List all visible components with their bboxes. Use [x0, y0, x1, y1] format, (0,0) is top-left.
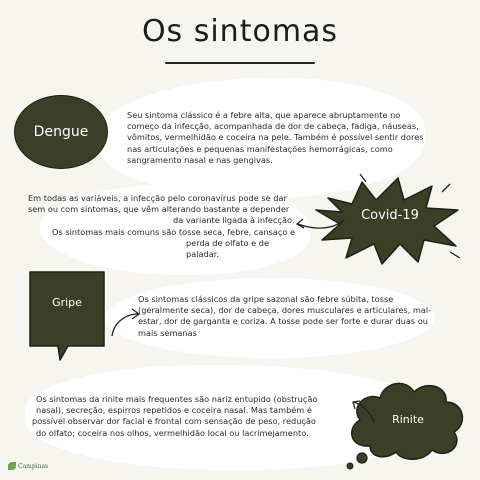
covid-text-line: sem ou com sintomas, que vêm alterando bastante a depender: [28, 204, 290, 215]
rinite-text-line: nasal), secreção, espirros repetidos e coceira nasal. Mas também é: [36, 405, 312, 416]
logo-leaf-icon: [8, 462, 16, 470]
campinas-logo: [8, 462, 48, 470]
rinite-arrow-icon: [348, 396, 378, 426]
gripe-arrow-icon: [108, 300, 142, 340]
gripe-bubble-icon: [26, 268, 110, 364]
rinite-text-line: Os sintomas da rinite mais frequentes são nariz entupido (obstrução: [36, 394, 318, 404]
gripe-text: Os sintomas clássicos da gripe sazonal são febre súbita, tosse (geralmente seca), dor de cabeça, dores musculares e articulares, mal-estar, dor de garganta e coriza. A tosse pode ser forte e durar duas ou mais semanas: [138, 294, 432, 338]
covid-text: [28, 193, 298, 260]
title-underline: [165, 62, 315, 64]
dengue-text: Seu sintoma clássico é a febre alta, que aparece abruptamente no começo da infecção, acompanhada de dor de cabeça, fadiga, náuseas, vômitos, vermelhidão e coceira na pele. Também é possível sentir dores nas articulações e pequenas manifestações hemorrágicas, como sangramento nasal e nas gengivas.: [127, 110, 424, 165]
covid-text-line: da variante ligada à infecção.: [173, 215, 295, 226]
covid-arrow-icon: [292, 214, 346, 236]
dengue-label: Dengue: [33, 124, 89, 140]
covid-text-line: Os sintomas mais comuns são tosse seca, febre, cansaço e: [52, 226, 295, 237]
covid-label: Covid-19: [361, 208, 419, 223]
covid-text-line: Em todas as variáveis, a infecção pelo coronavírus pode se dar: [28, 193, 287, 203]
gripe-label: Gripe: [52, 296, 82, 309]
covid-text-line: perda de olfato e de paladar.: [186, 237, 269, 260]
rinite-text-line: do olfato; coceira nos olhos, vermelhidão local ou lacrimejamento.: [36, 427, 309, 438]
rinite-text: [32, 394, 346, 439]
rinite-text-line: possível observar dor facial e frontal com sensação de peso, redução: [32, 416, 316, 427]
dengue-circle: [14, 95, 108, 169]
rinite-label: Rinite: [392, 413, 424, 426]
page-title: Os sintomas: [141, 14, 339, 49]
logo-text: Campinas: [18, 462, 49, 470]
